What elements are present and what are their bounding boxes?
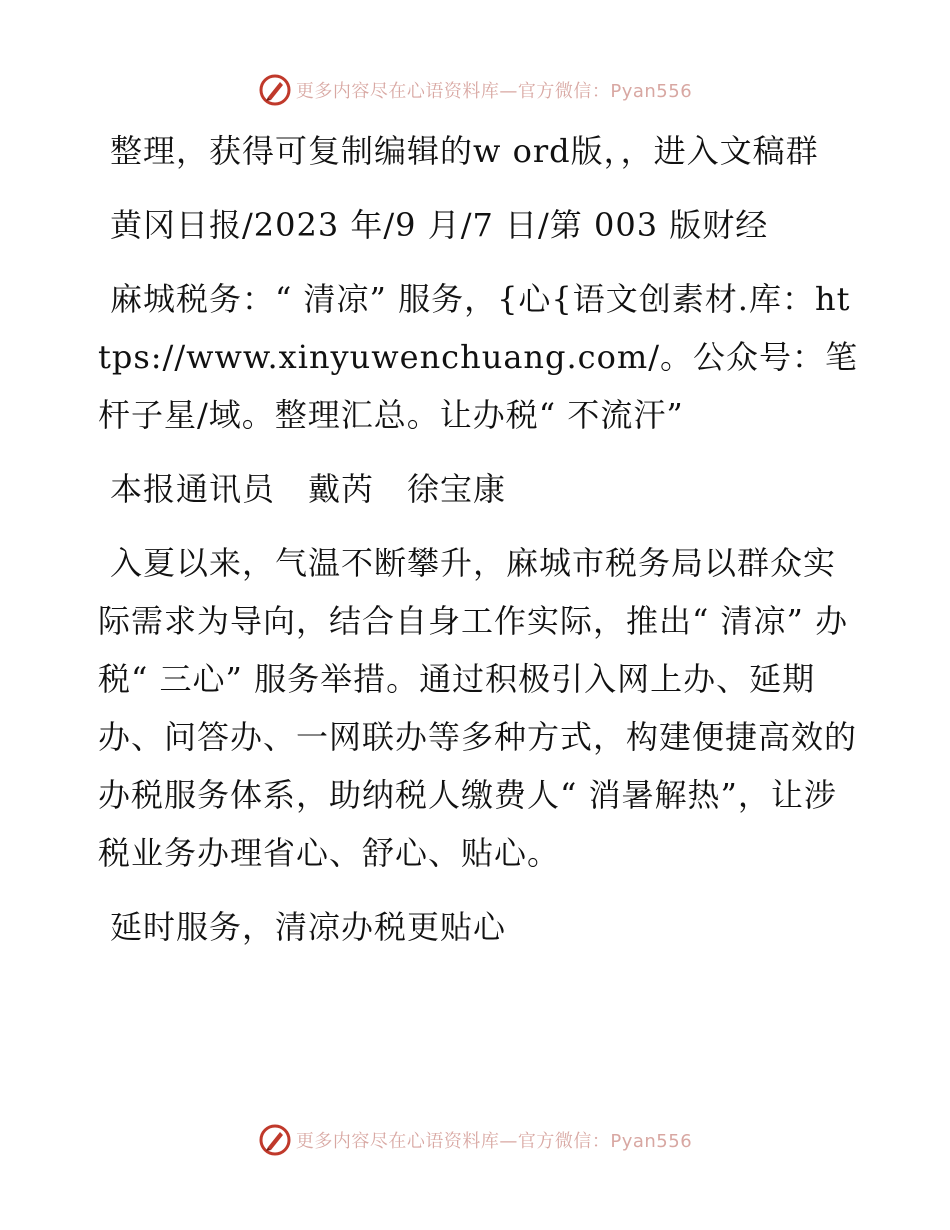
paragraph-subheading: 延时服务，清凉办税更贴心: [110, 908, 507, 946]
document-body: [98, 122, 858, 972]
pen-logo-icon: [258, 73, 292, 107]
paragraph-headline: 麻城税务：“ 清凉” 服务，{心{语文创素材.库：https://www.xinyuwenchuang.com/。公众号：笔杆子星/域。整理汇总。让办税“ 不流汗”: [98, 280, 858, 434]
watermark-text: 更多内容尽在心语资料库—官方微信：Pyan556: [295, 81, 693, 102]
paragraph-byline: 本报通讯员 戴芮 徐宝康: [110, 470, 507, 508]
paragraph-intro: 整理，获得可复制编辑的w ord版，，进入文稿群: [110, 132, 819, 170]
paragraph-body: 入夏以来，气温不断攀升，麻城市税务局以群众实际需求为导向，结合自身工作实际，推出“ 清凉” 办税“ 三心” 服务举措。通过积极引入网上办、延期办、问答办、一网联办等多种方式，构建便捷高效的办税服务体系，助纳税人缴费人“ 消暑解热”，让涉税业务办理省心、舒心、贴心。: [98, 544, 858, 872]
paragraph-source: 黄冈日报/2023 年/9 月/7 日/第 003 版财经: [110, 206, 769, 244]
pen-logo-icon: [258, 1123, 292, 1157]
header-watermark: [0, 70, 950, 110]
watermark-text: 更多内容尽在心语资料库—官方微信：Pyan556: [295, 1131, 693, 1152]
footer-watermark: [0, 1120, 950, 1160]
